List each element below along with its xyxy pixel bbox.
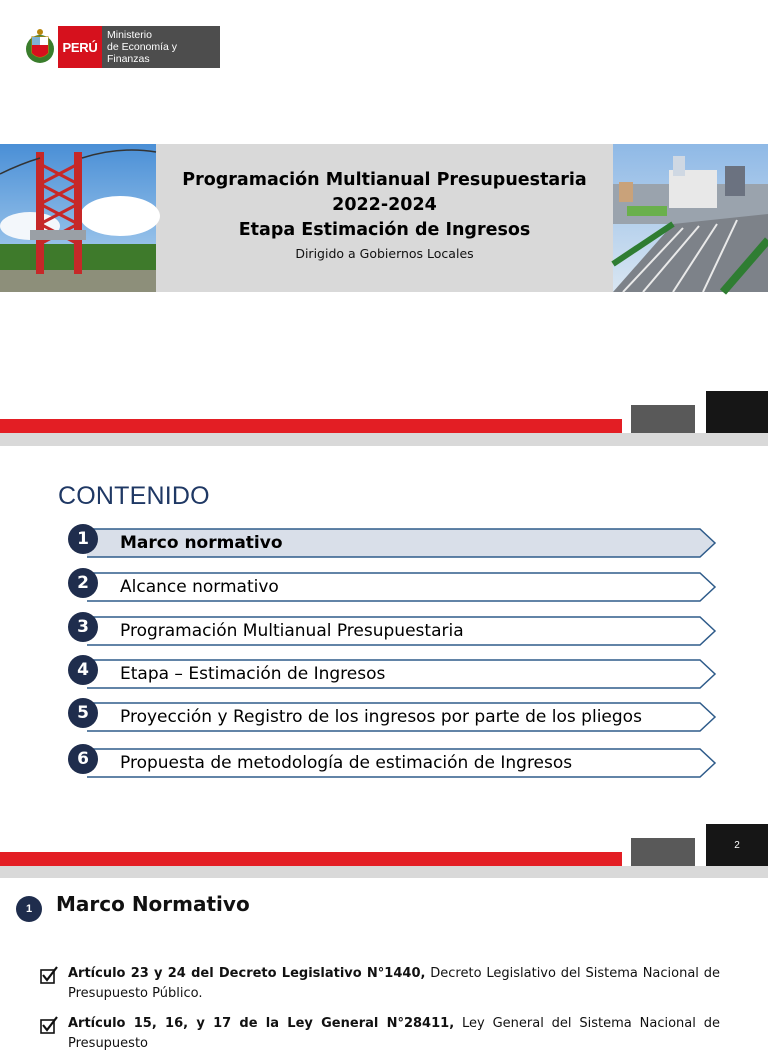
cover-footer-dark-box: [706, 391, 768, 433]
ministry-line-2: de Economía y Finanzas: [107, 41, 178, 65]
toc-item-6[interactable]: [77, 748, 716, 778]
mef-logo: [24, 26, 220, 68]
toc-label: Proyección y Registro de los ingresos por parte de los pliegos: [120, 707, 642, 727]
toc-label: Programación Multianual Presupuestaria: [120, 621, 464, 641]
section-heading: Marco Normativo: [56, 892, 250, 916]
checkbox-checked-icon: [40, 1016, 58, 1034]
peru-label: PERÚ: [58, 26, 102, 68]
cover-title-line-1: Programación Multianual Presupuestaria: [182, 170, 587, 190]
city-highway-photo: [613, 144, 768, 292]
toc-number-badge: 6: [68, 744, 98, 774]
contents-slide: [0, 446, 768, 878]
toc-item-2[interactable]: [77, 572, 716, 602]
toc-label: Etapa – Estimación de Ingresos: [120, 664, 386, 684]
cover-subtitle: Dirigido a Gobiernos Locales: [295, 246, 474, 261]
coat-of-arms-icon: [24, 27, 56, 67]
toc-label: Propuesta de metodología de estimación de Ingresos: [120, 753, 573, 773]
contents-footer-red-bar: [0, 852, 622, 866]
section-number-badge: 1: [16, 896, 42, 922]
cover-footer-gray-bar: [0, 433, 768, 447]
legal-item-text: Ley General del Sistema Nacional de Presupuesto: [68, 1016, 720, 1051]
cover-footer-gray-box: [631, 405, 695, 433]
contents-heading: CONTENIDO: [58, 482, 210, 510]
page-number: 2: [734, 839, 740, 851]
cover-title-block: [156, 144, 613, 292]
contents-footer-gray-box: [631, 838, 695, 866]
ministry-label: [102, 26, 220, 68]
toc-number-badge: 1: [68, 524, 98, 554]
cover-title-line-3: Etapa Estimación de Ingresos: [238, 220, 531, 240]
toc-number-badge: 2: [68, 568, 98, 598]
cover-slide: [0, 0, 768, 446]
checkbox-checked-icon: [40, 966, 58, 984]
toc-item-4[interactable]: [77, 659, 716, 689]
cover-banner: [0, 144, 768, 292]
toc-item-5[interactable]: [77, 702, 716, 732]
toc-number-badge: 4: [68, 655, 98, 685]
toc-label: Marco normativo: [120, 533, 283, 553]
legal-item-bold: Artículo 15, 16, y 17 de la Ley General N°28411,: [68, 1016, 455, 1031]
bridge-photo: [0, 144, 156, 292]
toc-number-badge: 5: [68, 698, 98, 728]
toc-item-1[interactable]: [77, 528, 716, 558]
page-number-box: [706, 824, 768, 866]
cover-footer-red-bar: [0, 419, 622, 433]
cover-title-line-2: 2022-2024: [332, 195, 437, 215]
toc-label: Alcance normativo: [120, 577, 279, 597]
legal-item-2: [40, 1014, 720, 1054]
toc-item-3[interactable]: [77, 616, 716, 646]
legal-item-bold: Artículo 23 y 24 del Decreto Legislativo N°1440,: [68, 966, 426, 981]
marco-normativo-slide: [0, 878, 768, 1051]
legal-item-1: [40, 964, 720, 1004]
legal-item-text: Decreto Legislativo del Sistema Nacional de Presupuesto Público.: [68, 966, 720, 1001]
ministry-line-1: Ministerio: [107, 29, 152, 41]
toc-number-badge: 3: [68, 612, 98, 642]
